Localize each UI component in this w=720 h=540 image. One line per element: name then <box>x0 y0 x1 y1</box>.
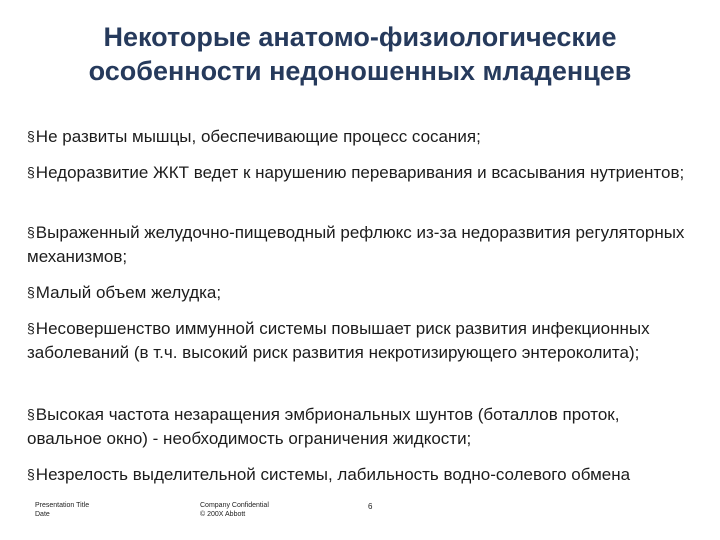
bullet-marker: § <box>27 224 35 240</box>
bullet-text: Недоразвитие ЖКТ ведет к нарушению переваривания и всасывания нутриентов; <box>35 163 685 182</box>
page-number: 6 <box>368 502 373 511</box>
bullet-item <box>27 124 697 149</box>
title-line-2: особенности недоношенных младенцев <box>88 56 632 86</box>
bullet-text: Высокая частота незаращения эмбриональных шунтов (боталлов проток, овальное окно) - необходимость ограничения жидкости; <box>27 405 620 448</box>
bullet-text: Несовершенство иммунной системы повышает риск развития инфекционных заболеваний (в т.ч. высокий риск развития некротизирующего энтероколита); <box>27 319 650 362</box>
bullet-item <box>27 160 697 185</box>
footer-copyright: © 200X Abbott <box>200 511 246 518</box>
bullet-text: Незрелость выделительной системы, лабильность водно-солевого обмена <box>35 465 631 484</box>
bullet-marker: § <box>27 128 35 144</box>
bullet-item <box>27 220 697 269</box>
bullet-item <box>27 280 697 305</box>
bullet-marker: § <box>27 320 35 336</box>
bullet-item <box>27 402 697 451</box>
title-line-1: Некоторые анатомо-физиологические <box>103 22 617 52</box>
bullet-marker: § <box>27 284 35 300</box>
bullet-text: Выраженный желудочно-пищеводный рефлюкс из-за недоразвития регуляторных механизмов; <box>27 223 685 266</box>
bullet-text: Малый объем желудка; <box>35 283 222 302</box>
footer-date: Date <box>35 511 50 518</box>
bullet-marker: § <box>27 466 35 482</box>
bullet-item <box>27 316 697 365</box>
bullet-marker: § <box>27 406 35 422</box>
bullet-marker: § <box>27 164 35 180</box>
footer-confidential: Company Confidential <box>200 502 269 509</box>
slide-title <box>40 20 680 88</box>
footer-company-info <box>200 501 269 519</box>
footer-presentation-info <box>35 501 89 519</box>
bullet-item <box>27 462 697 487</box>
bullet-text: Не развиты мышцы, обеспечивающие процесс сосания; <box>35 127 481 146</box>
footer-presentation-title: Presentation Title <box>35 502 90 509</box>
